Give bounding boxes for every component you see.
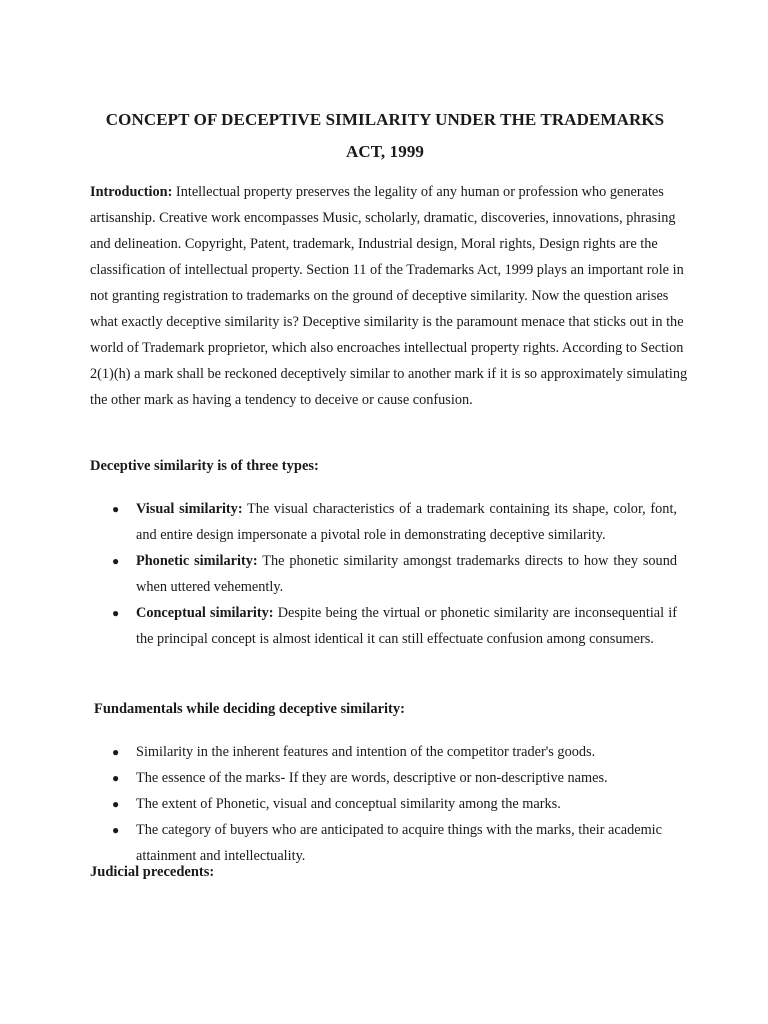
type-term: Visual similarity: bbox=[136, 501, 243, 517]
list-item bbox=[112, 765, 677, 791]
list-item bbox=[112, 817, 677, 869]
introduction-lead: Introduction: bbox=[90, 184, 173, 200]
document-title: CONCEPT OF DECEPTIVE SIMILARITY UNDER THE TRADEMARKS ACT, 1999 bbox=[105, 110, 665, 161]
type-text: Despite being the virtual or phonetic similarity are inconsequential if the principal concept is almost identical it can still effectuate confusion among consumers. bbox=[136, 605, 677, 647]
fundamentals-list bbox=[112, 739, 677, 869]
bullet-icon: ● bbox=[112, 797, 120, 811]
introduction-paragraph bbox=[90, 179, 690, 413]
judicial-precedents-heading: Judicial precedents: bbox=[90, 864, 215, 880]
similarity-types-list bbox=[112, 496, 678, 652]
fundamental-text: The essence of the marks- If they are words, descriptive or non-descriptive names. bbox=[136, 770, 608, 786]
introduction-text: Intellectual property preserves the legality of any human or profession who generates artisanship. Creative work encompasses Music, scholarly, dramatic, discoveries, innovations, phrasing and delineation. Copyright, Patent, trademark, Industrial design, Moral rights, Design rights are the classification of intellectual property. Section 11 of the Trademarks Act, 1999 plays an important role in not granting registration to trademarks on the ground of deceptive similarity. Now the question arises what exactly deceptive similarity is? Deceptive similarity is the paramount menace that sticks out in the world of Trademark proprietor, which also encroaches intellectual property rights. According to Section 2(1)(h) a mark shall be reckoned deceptively similar to another mark if it is so approximately simulating the other mark as having a tendency to deceive or cause confusion. bbox=[90, 184, 688, 408]
bullet-icon: ● bbox=[112, 502, 120, 516]
type-term: Phonetic similarity: bbox=[136, 553, 258, 569]
list-item bbox=[112, 600, 677, 652]
list-item bbox=[112, 496, 677, 548]
bullet-icon: ● bbox=[112, 606, 120, 620]
bullet-icon: ● bbox=[112, 745, 120, 759]
types-heading: Deceptive similarity is of three types: bbox=[90, 458, 319, 474]
fundamental-text: The category of buyers who are anticipated to acquire things with the marks, their academic attainment and intellectuality. bbox=[136, 822, 663, 864]
bullet-icon: ● bbox=[112, 554, 120, 568]
type-text: The phonetic similarity amongst trademarks directs to how they sound when uttered vehemently. bbox=[136, 553, 678, 595]
bullet-icon: ● bbox=[112, 823, 120, 837]
type-term: Conceptual similarity: bbox=[136, 605, 274, 621]
fundamental-text: Similarity in the inherent features and intention of the competitor trader's goods. bbox=[136, 744, 596, 760]
fundamental-text: The extent of Phonetic, visual and conceptual similarity among the marks. bbox=[136, 796, 561, 812]
list-item bbox=[112, 791, 677, 817]
fundamentals-heading: Fundamentals while deciding deceptive similarity: bbox=[94, 701, 405, 717]
type-text: The visual characteristics of a trademark containing its shape, color, font, and entire design impersonate a pivotal role in demonstrating deceptive similarity. bbox=[136, 501, 677, 543]
bullet-icon: ● bbox=[112, 771, 120, 785]
list-item bbox=[112, 548, 678, 600]
list-item bbox=[112, 739, 677, 765]
